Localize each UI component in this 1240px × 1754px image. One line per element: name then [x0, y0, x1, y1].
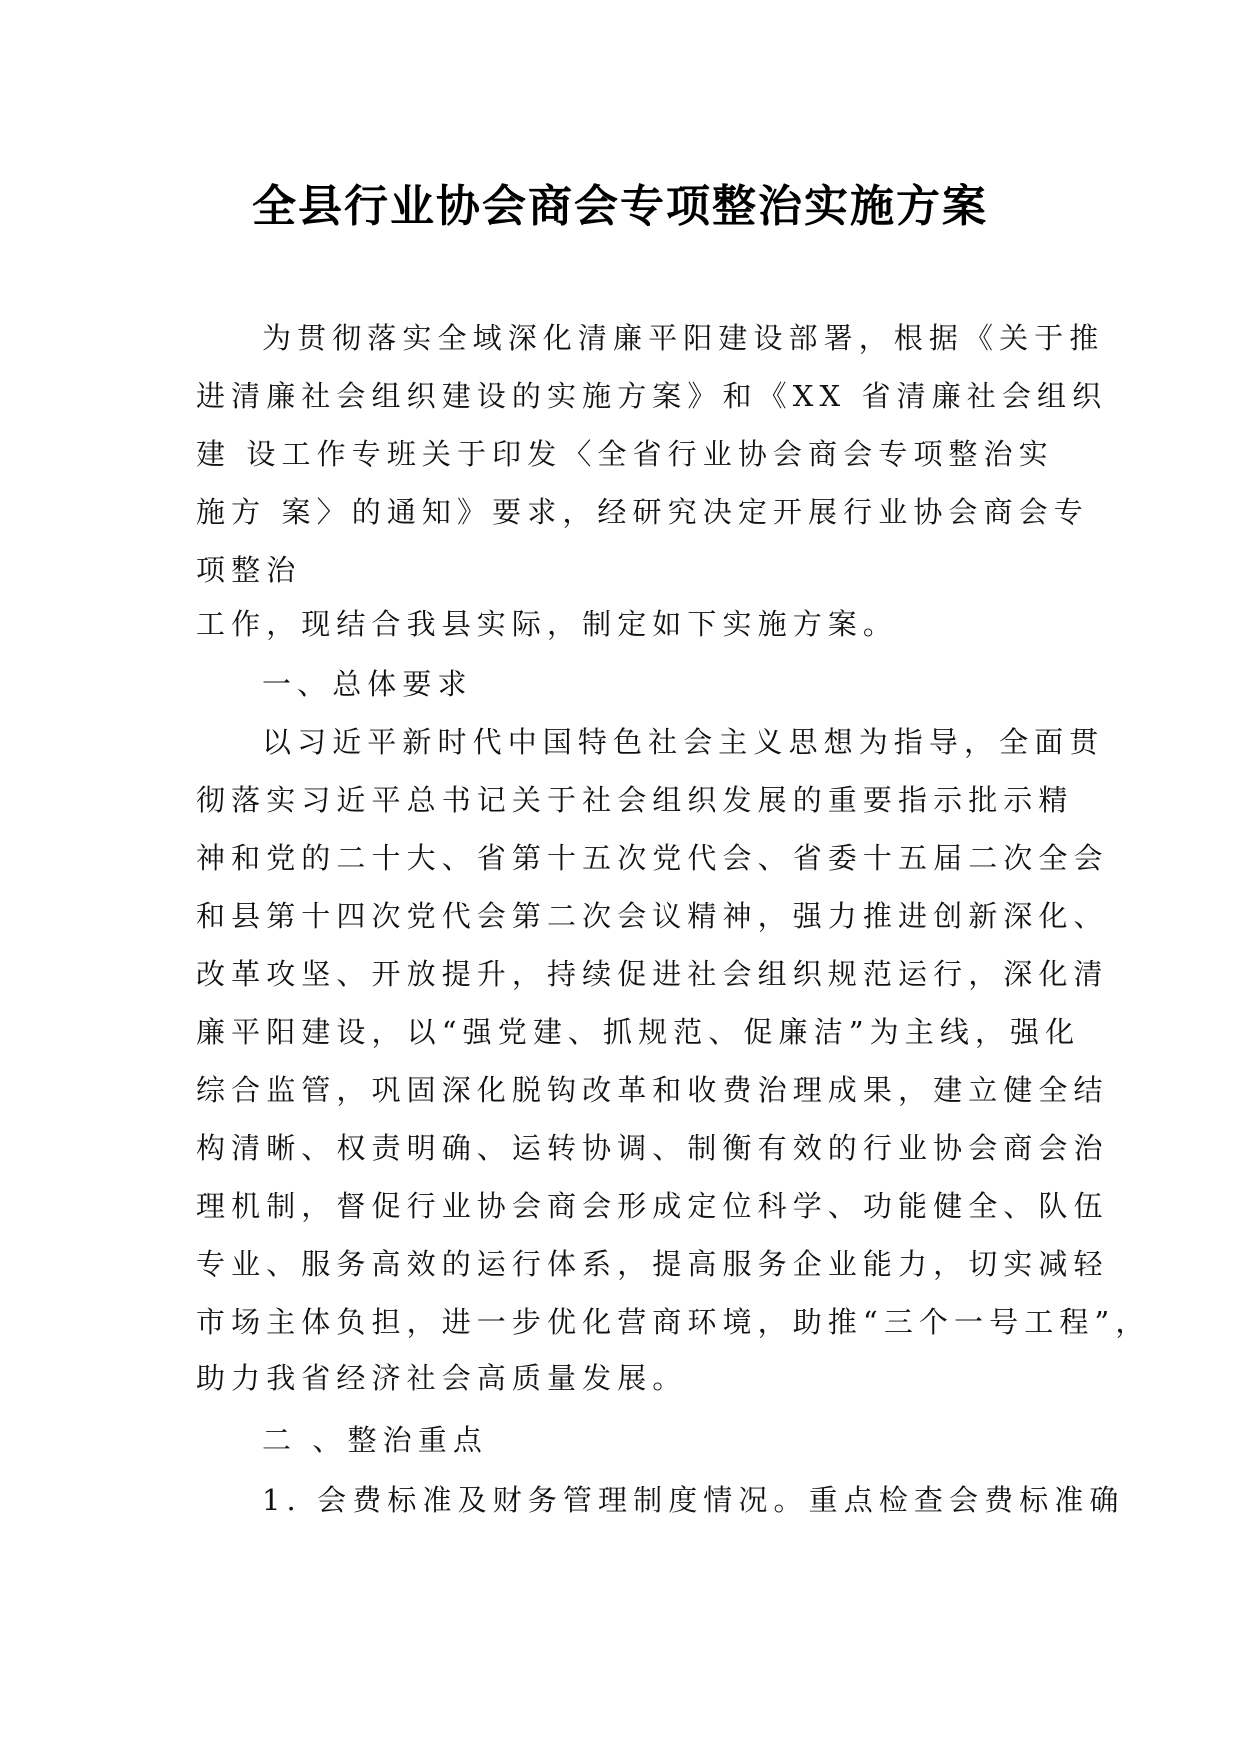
body-line-7: 以习近平新时代中国特色社会主义思想为指导，全面贯	[262, 725, 1105, 759]
body-line-8: 彻落实习近平总书记关于社会组织发展的重要指示批示精	[196, 783, 1074, 817]
document-title: 全县行业协会商会专项整治实施方案	[252, 181, 988, 232]
body-line-1: 为贯彻落实全域深化清廉平阳建设部署，根据《关于推	[262, 321, 1105, 355]
body-line-18: 助力我省经济社会高质量发展。	[196, 1361, 688, 1395]
body-line-9: 神和党的二十大、省第十五次党代会、省委十五届二次全会	[196, 841, 1109, 875]
body-line-11: 改革攻坚、开放提升，持续促进社会组织规范运行，深化清	[196, 957, 1109, 991]
body-line-2: 进清廉社会组织建设的实施方案》和《XX 省清廉社会组织	[196, 379, 1108, 413]
body-line-6: 工作，现结合我县实际，制定如下实施方案。	[196, 607, 899, 641]
body-line-12: 廉平阳建设，以“强党建、抓规范、促廉洁”为主线，强化	[196, 1015, 1081, 1049]
body-line-5: 项整治	[196, 553, 302, 587]
body-line-19: 1. 会费标准及财务管理制度情况。重点检查会费标准确	[262, 1483, 1125, 1517]
body-line-3: 建 设工作专班关于印发〈全省行业协会商会专项整治实	[196, 437, 1054, 471]
body-line-15: 理机制，督促行业协会商会形成定位科学、功能健全、队伍	[196, 1189, 1109, 1223]
body-line-4: 施方 案〉的通知》要求，经研究决定开展行业协会商会专	[196, 495, 1089, 529]
body-line-10: 和县第十四次党代会第二次会议精神，强力推进创新深化、	[196, 899, 1109, 933]
body-line-16: 专业、服务高效的运行体系，提高服务企业能力，切实减轻	[196, 1247, 1109, 1281]
body-line-13: 综合监管，巩固深化脱钩改革和收费治理成果，建立健全结	[196, 1073, 1109, 1107]
section-heading-2: 二 、整治重点	[262, 1423, 488, 1457]
body-line-17: 市场主体负担，进一步优化营商环境，助推“三个一号工程”，	[196, 1305, 1151, 1339]
body-line-14: 构清晰、权责明确、运转协调、制衡有效的行业协会商会治	[196, 1131, 1109, 1165]
section-heading-1: 一、总体要求	[262, 667, 473, 701]
